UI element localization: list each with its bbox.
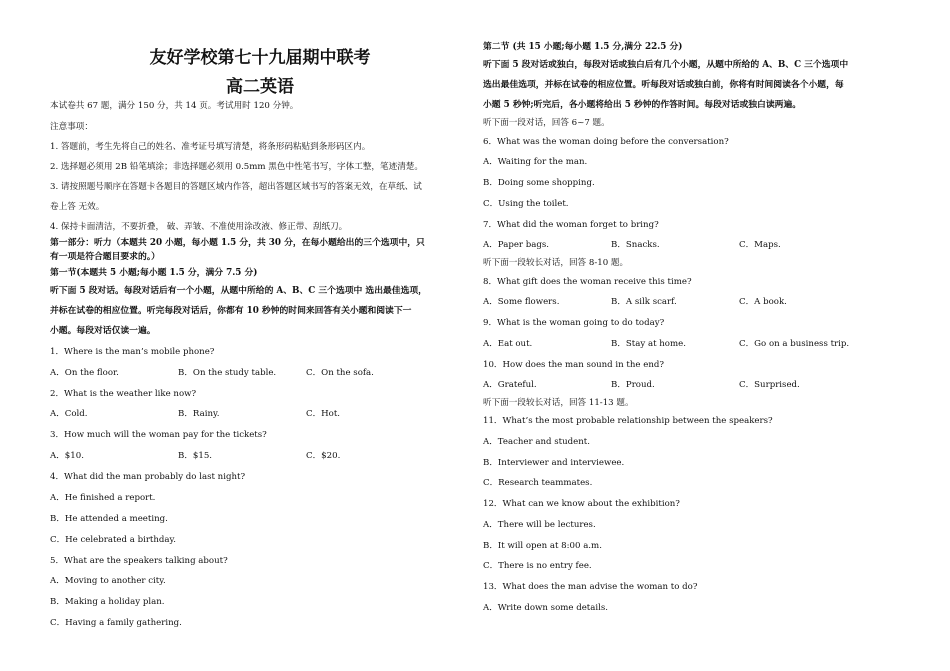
q2-option-c[interactable]: C．Hot. <box>306 409 341 419</box>
q11-option-b[interactable]: B．Interviewer and interviewee. <box>483 458 625 468</box>
q5-option-c[interactable]: C．Having a family gathering. <box>50 618 182 628</box>
q5-option-b[interactable]: B．Making a holiday plan. <box>50 597 165 607</box>
q11-option-c[interactable]: C．Research teammates. <box>483 478 593 488</box>
part1-heading-line1: 第一部分：听力（本题共 20 小题，每小题 1.5 分，共 30 分，在每小题给出的三个选项中，只 <box>50 238 425 248</box>
notice-1: 1. 答题前，考生先将自己的姓名、准考证号填写清楚，将条形码粘贴到条形码区内。 <box>50 142 371 152</box>
q2-option-a[interactable]: A．Cold. <box>50 409 88 419</box>
question-6: 6．What was the woman doing before the conversation? <box>483 137 729 147</box>
section1-instr-2: 并标在试卷的相应位置。听完每段对话后，你都有 10 秒钟的时间来回答有关小题和阅读下一 <box>50 306 412 316</box>
section2-instr-1: 听下面 5 段对话或独白，每段对话或独白后有几个小题，从题中所给的 A、B、C 三个选项中 <box>483 60 849 70</box>
question-11: 11．What’s the most probable relationship between the speakers? <box>483 416 773 426</box>
question-4: 4．What did the man probably do last night? <box>50 472 246 482</box>
q13-option-a[interactable]: A．Write down some details. <box>483 603 609 613</box>
question-3: 3．How much will the woman pay for the tickets? <box>50 430 267 440</box>
notice-3: 3. 请按照题号顺序在答题卡各题目的答题区域内作答，超出答题区域书写的答案无效，在草纸、试 <box>50 182 422 192</box>
q12-option-c[interactable]: C．There is no entry fee. <box>483 561 592 571</box>
q2-option-b[interactable]: B．Rainy. <box>178 409 220 419</box>
lead-11-13: 听下面一段较长对话，回答 11-13 题。 <box>483 398 634 408</box>
part1-heading-line2: 有一项是符合题目要求的。） <box>50 252 160 262</box>
question-13: 13．What does the man advise the woman to do? <box>483 582 698 592</box>
q10-option-c[interactable]: C．Surprised. <box>739 380 800 390</box>
q8-option-a[interactable]: A．Some flowers. <box>483 297 560 307</box>
q6-option-a[interactable]: A．Waiting for the man. <box>483 157 588 167</box>
section2-instr-3: 小题 5 秒钟;听完后，各小题将给出 5 秒钟的作答时间。每段对话或独白读两遍。 <box>483 100 802 110</box>
notice-3-cont: 卷上答 无效。 <box>50 202 105 212</box>
q11-option-a[interactable]: A．Teacher and student. <box>483 437 590 447</box>
question-9: 9．What is the woman going to do today? <box>483 318 665 328</box>
q9-option-c[interactable]: C．Go on a business trip. <box>739 339 850 349</box>
q3-option-a[interactable]: A．$10. <box>50 451 84 461</box>
q9-option-b[interactable]: B．Stay at home. <box>611 339 686 349</box>
q1-option-a[interactable]: A．On the floor. <box>50 368 119 378</box>
notice-4: 4. 保持卡面清洁，不要折叠， 破、弄皱、不准使用涂改液、修正带、刮纸刀。 <box>50 222 348 232</box>
question-12: 12．What can we know about the exhibition? <box>483 499 680 509</box>
q4-option-b[interactable]: B．He attended a meeting. <box>50 514 168 524</box>
lead-6-7: 听下面一段对话，回答 6~7 题。 <box>483 118 610 128</box>
section2-instr-2: 选出最佳选项，并标在试卷的相应位置。听每段对话或独白前，你将有时间阅读各个小题，每 <box>483 80 844 90</box>
section1-heading: 第一节(本题共 5 小题;每小题 1.5 分，满分 7.5 分) <box>50 268 258 278</box>
question-10: 10．How does the man sound in the end? <box>483 360 664 370</box>
q7-option-c[interactable]: C．Maps. <box>739 240 781 250</box>
q8-option-c[interactable]: C．A book. <box>739 297 787 307</box>
q6-option-c[interactable]: C．Using the toilet. <box>483 199 569 209</box>
q6-option-b[interactable]: B．Doing some shopping. <box>483 178 595 188</box>
q7-option-b[interactable]: B．Snacks. <box>611 240 660 250</box>
question-8: 8．What gift does the woman receive this time? <box>483 277 692 287</box>
q3-option-b[interactable]: B．$15. <box>178 451 213 461</box>
q5-option-a[interactable]: A．Moving to another city. <box>50 576 166 586</box>
question-2: 2．What is the weather like now? <box>50 389 197 399</box>
q10-option-b[interactable]: B．Proud. <box>611 380 655 390</box>
question-1: 1．Where is the man’s mobile phone? <box>50 347 215 357</box>
exam-subtitle: 高二英语 <box>226 77 294 97</box>
notice-2: 2. 选择题必须用 2B 铅笔填涂；非选择题必须用 0.5mm 黑色中性笔书写，字体工整，笔迹清楚。 <box>50 162 423 172</box>
q1-option-b[interactable]: B．On the study table. <box>178 368 277 378</box>
q10-option-a[interactable]: A．Grateful. <box>483 380 537 390</box>
exam-title: 友好学校第七十九届期中联考 <box>149 48 371 68</box>
q4-option-c[interactable]: C．He celebrated a birthday. <box>50 535 176 545</box>
q4-option-a[interactable]: A．He finished a report. <box>50 493 156 503</box>
lead-8-10: 听下面一段较长对话，回答 8-10 题。 <box>483 258 629 268</box>
q7-option-a[interactable]: A．Paper bags. <box>483 240 550 250</box>
section1-instr-1: 听下面 5 段对话。每段对话后有一个小题，从题中所给的 A、B、C 三个选项中 选出最佳选项， <box>50 286 427 296</box>
question-5: 5．What are the speakers talking about? <box>50 556 228 566</box>
q8-option-b[interactable]: B．A silk scarf. <box>611 297 677 307</box>
q1-option-c[interactable]: C．On the sofa. <box>306 368 374 378</box>
q12-option-b[interactable]: B．It will open at 8:00 a.m. <box>483 541 602 551</box>
section1-instr-3: 小题。每段对话仅读一遍。 <box>50 326 156 336</box>
question-7: 7．What did the woman forget to bring? <box>483 220 659 230</box>
q3-option-c[interactable]: C．$20. <box>306 451 341 461</box>
q9-option-a[interactable]: A．Eat out. <box>483 339 533 349</box>
exam-intro: 本试卷共 67 题，满分 150 分，共 14 页。考试用时 120 分钟。 <box>50 101 299 111</box>
notice-heading: 注意事项： <box>50 122 93 132</box>
q12-option-a[interactable]: A．There will be lectures. <box>483 520 596 530</box>
section2-heading: 第二节 (共 15 小题;每小题 1.5 分,满分 22.5 分) <box>483 42 683 52</box>
